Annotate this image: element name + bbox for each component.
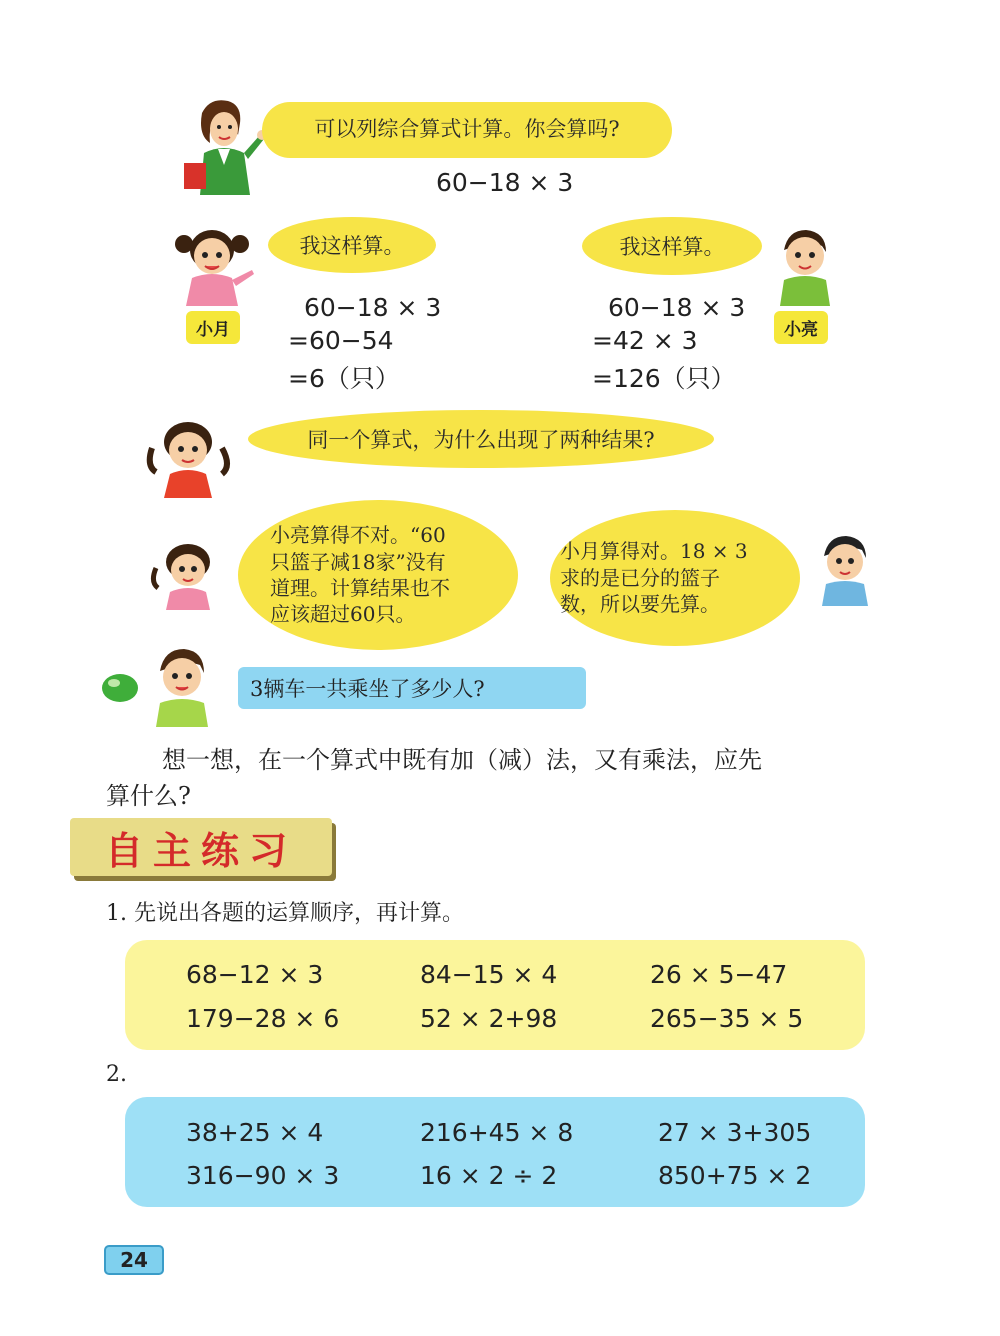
xiaoyue-speech-text: 我这样算。 <box>299 234 405 258</box>
q1-expression: 84−15 × 4 <box>420 960 558 989</box>
q1-expression: 52 × 2+98 <box>420 1004 558 1033</box>
calculation-right <box>592 293 745 392</box>
question-speech-bubble <box>248 410 714 468</box>
calculation-left <box>288 293 441 392</box>
xiaoliang-speech-text: 我这样算。 <box>619 235 725 259</box>
q2-expression: 27 × 3+305 <box>658 1118 812 1147</box>
calc-left-line-1: 60−18 × 3 <box>304 293 442 322</box>
think-paragraph <box>106 742 886 814</box>
green-bean-icon <box>100 672 140 704</box>
calc-right-line-2: =42 × 3 <box>592 326 698 355</box>
boy-explanation-text: 小月算得对。18 × 3 求的是已分的篮子 数，所以要先算。 <box>560 539 748 617</box>
page-number <box>104 1245 164 1275</box>
girl-explanation-bubble <box>238 500 518 650</box>
boy-explanation-bubble <box>550 510 800 646</box>
xiaoliang-figure <box>772 226 838 306</box>
q2-expression: 850+75 × 2 <box>658 1161 812 1190</box>
q2-expression: 38+25 × 4 <box>186 1118 324 1147</box>
name-tag-xiaoyue: 小月 <box>186 311 240 344</box>
teacher-speech-bubble <box>262 102 672 158</box>
q2-expression: 316−90 × 3 <box>186 1161 340 1190</box>
question-1-box <box>125 940 865 1050</box>
teacher-speech-text: 可以列综合算式计算。你会算吗? <box>314 117 620 142</box>
main-expression: 60−18 × 3 <box>436 168 574 197</box>
girl-explanation-text: 小亮算得不对。“60 只篮子减18家”没有 道理。计算结果也不 应该超过60只。 <box>270 523 450 627</box>
q1-expression: 265−35 × 5 <box>650 1004 804 1033</box>
question-2-label: 2. <box>106 1062 127 1087</box>
boy-figure-explain <box>814 532 876 606</box>
page-number-text: 24 <box>120 1248 148 1272</box>
question-2-box <box>125 1097 865 1207</box>
calc-right-line-1: 60−18 × 3 <box>608 293 746 322</box>
xiaoliang-speech-bubble <box>582 217 762 275</box>
think-text-line-2: 算什么? <box>106 782 191 810</box>
xiaoyue-speech-bubble <box>268 217 436 273</box>
girl-figure-question <box>146 418 234 498</box>
question-1-label: 1. 先说出各题的运算顺序，再计算。 <box>106 901 464 926</box>
name-tag-xiaoliang: 小亮 <box>774 311 828 344</box>
question-speech-text: 同一个算式，为什么出现了两种结果? <box>307 428 655 452</box>
calc-right-line-3: =126（只） <box>592 364 736 393</box>
q1-expression: 68−12 × 3 <box>186 960 324 989</box>
q2-expression: 16 × 2 ÷ 2 <box>420 1161 558 1190</box>
section-header <box>70 818 332 876</box>
tip-text: 3辆车一共乘坐了多少人? <box>250 677 485 701</box>
section-title: 自主练习 <box>104 828 297 873</box>
tip-box <box>238 667 586 709</box>
q2-expression: 216+45 × 8 <box>420 1118 574 1147</box>
calc-left-line-3: =6（只） <box>288 364 400 393</box>
think-text-line-1: 想一想，在一个算式中既有加（减）法，又有乘法，应先 <box>162 746 762 774</box>
teacher-figure <box>180 95 270 195</box>
calc-left-line-2: =60−54 <box>288 326 394 355</box>
q1-expression: 179−28 × 6 <box>186 1004 340 1033</box>
q1-expression: 26 × 5−47 <box>650 960 788 989</box>
girl-figure-explain <box>150 540 226 610</box>
xiaoyue-figure <box>170 222 260 306</box>
boy-figure-tip <box>150 645 216 727</box>
